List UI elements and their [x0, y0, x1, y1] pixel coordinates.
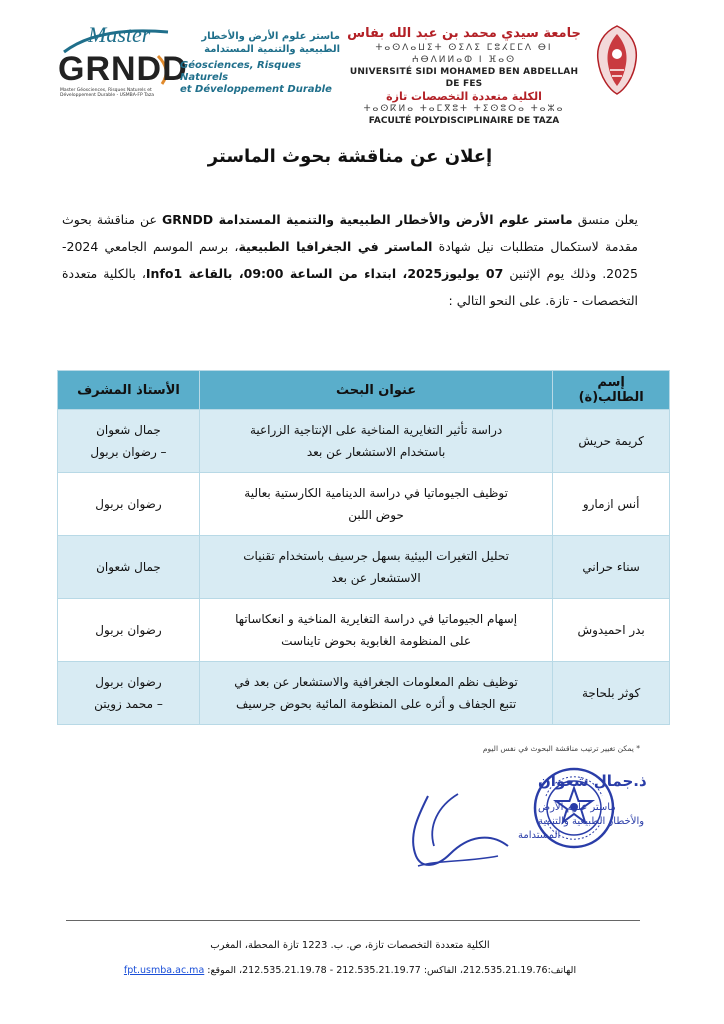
website-link[interactable]: fpt.usmba.ac.ma	[123, 965, 205, 976]
university-name-tifinagh: ⵜⴰⵙⴷⴰⵡⵉⵜ ⵙⵉⴷⵉ ⵎⵓⵃⵎⵎⴷ ⴱⵏ ⵄⴱⴷⵍⵍⴰⵀ ⵏ ⴼⴰⵙ	[375, 43, 553, 65]
intro-master-name: ماستر علوم الأرض والأخطار الطبيعية والتنمية المستدامة GRNDD	[162, 212, 573, 227]
announcement-paragraph	[62, 206, 638, 314]
research-title	[199, 599, 552, 662]
supervisor-line1: رضوان بربول	[95, 675, 162, 689]
handwritten-signature-icon	[398, 766, 647, 876]
header-supervisor: الأستاذ المشرف	[58, 371, 200, 410]
supervisor-line2: – محمد زويتن	[94, 697, 163, 711]
research-title	[199, 662, 552, 725]
table-header-row	[58, 371, 670, 410]
master-program-name	[180, 30, 340, 96]
intro-date-time-room: 07 يوليوز2025، ابتداء من الساعة 09:00، بالقاعة Info1	[145, 266, 504, 281]
supervisor	[58, 662, 200, 725]
supervisor-line2: – رضوان بربول	[90, 445, 167, 459]
schedule-note: * يمكن تغيير ترتيب مناقشة البحوث في نفس اليوم	[482, 744, 640, 753]
research-title-line2: حوض اللبن	[348, 508, 404, 522]
student-name: بدر احميدوش	[553, 599, 670, 662]
signature-name: ذ.جمال شعوان	[538, 772, 647, 790]
table-row	[58, 662, 670, 725]
research-title-line1: توظيف الجيوماتيا في دراسة الدينامية الكارستية بعالية	[244, 486, 508, 500]
supervisor	[58, 473, 200, 536]
supervisor-line1: رضوان بربول	[95, 623, 162, 637]
table-row	[58, 410, 670, 473]
logo-master-word: Master	[88, 22, 151, 47]
master-name-french-line1: Géosciences, Risques Naturels	[180, 60, 302, 83]
master-name-arabic: ماستر علوم الأرض والأخطار الطبيعية والتنمية المستدامة	[201, 31, 340, 55]
table-row	[58, 599, 670, 662]
supervisor-line1: جمال شعوان	[96, 423, 161, 437]
intro-text-2: عن مناقشة بحوث مقدمة لاستكمال متطلبات نيل شهادة	[62, 212, 638, 254]
master-grndd-logo	[58, 22, 188, 98]
research-title-line1: تحليل التغيرات البيئية بسهل جرسيف باستخدام تقنيات	[243, 549, 509, 563]
logo-grndd-word: GRNDD	[58, 50, 188, 88]
signature-role-line1: ماستر علوم الأرض	[538, 802, 616, 813]
supervisor-line1: جمال شعوان	[96, 560, 161, 574]
intro-text-4: ، بالكلية متعددة التخصصات - تازة. على النحو التالي :	[62, 266, 638, 308]
master-name-french-line2: et Développement Durable	[180, 84, 332, 95]
table-row	[58, 536, 670, 599]
research-title-line1: دراسة تأثير التغايرية المناخية على الإنتاجية الزراعية	[249, 423, 503, 437]
student-name: كريمة حريش	[553, 410, 670, 473]
university-emblem-icon	[592, 24, 642, 96]
footer-address: الكلية متعددة التخصصات تازة، ص. ب. 1223 تازة المحطة، المغرب	[210, 940, 490, 951]
logo-subtitle: Master Géosciences, Risques Naturels et Développement Durable - USMBA-FP Taza	[60, 88, 154, 98]
university-name-french: UNIVERSITÉ SIDI MOHAMED BEN ABDELLAH DE FES	[349, 67, 579, 89]
faculty-name-french: FACULTÉ POLYDISCIPLINAIRE DE TAZA	[368, 116, 560, 126]
intro-degree: الماستر في الجغرافيا الطبيعية	[238, 239, 433, 254]
university-name-arabic: جامعة سيدي محمد بن عبد الله بفاس	[347, 26, 581, 41]
student-name: كوثر بلحاجة	[553, 662, 670, 725]
signature-role-line2: والأخطار الطبيعية والتنمية	[538, 816, 645, 827]
footer-divider	[66, 920, 640, 921]
research-title	[199, 536, 552, 599]
student-name: سناء حراني	[553, 536, 670, 599]
header-student: إسم الطالب(ة)	[553, 371, 670, 410]
student-name: أنس ازمارو	[553, 473, 670, 536]
footer-contact	[60, 965, 640, 976]
signature-role-line3: المستدامة	[518, 830, 561, 841]
research-title-line2: باستخدام الاستشعار عن بعد	[306, 445, 446, 459]
research-title-line2: تتبع الجفاف و أثره على المنظومة المائية بحوض جرسيف	[235, 697, 517, 711]
university-header	[346, 26, 582, 127]
research-title	[199, 473, 552, 536]
header-research-title: عنوان البحث	[199, 371, 552, 410]
supervisor	[58, 536, 200, 599]
intro-text-3: ، برسم الموسم الجامعي 2024-2025. وذلك يوم الإثنين	[62, 239, 638, 281]
research-title	[199, 410, 552, 473]
research-title-line2: الاستشعار عن بعد	[331, 571, 421, 585]
page-title: إعلان عن مناقشة بحوث الماستر	[207, 146, 493, 167]
supervisor	[58, 410, 200, 473]
intro-text-1: يعلن منسق	[572, 212, 638, 227]
table-row	[58, 473, 670, 536]
research-title-line2: على المنظومة الغابوية بحوض تايناست	[281, 634, 472, 648]
research-title-line1: إسهام الجيوماتيا في دراسة التغايرية المناخية و انعكاساتها	[235, 612, 518, 626]
research-title-line1: توظيف نظم المعلومات الجغرافية والاستشعار عن بعد في	[234, 675, 518, 689]
defense-schedule-table	[57, 370, 670, 725]
supervisor	[58, 599, 200, 662]
faculty-name-tifinagh: ⵜⴰⵙⴽⵍⴰ ⵜⴰⵎⴳⵓⵜ ⵜⵉⵙⵓⵔⴰ ⵜⴰⵣⴰ	[363, 104, 565, 114]
faculty-name-arabic: الكلية متعددة التخصصات تازة	[386, 90, 542, 103]
footer-phone-fax: الهاتف:212.535.21.19.76، الفاكس: 212.535.21.19.77 - 212.535.21.19.78، الموقع:	[204, 965, 577, 976]
supervisor-line1: رضوان بربول	[95, 497, 162, 511]
